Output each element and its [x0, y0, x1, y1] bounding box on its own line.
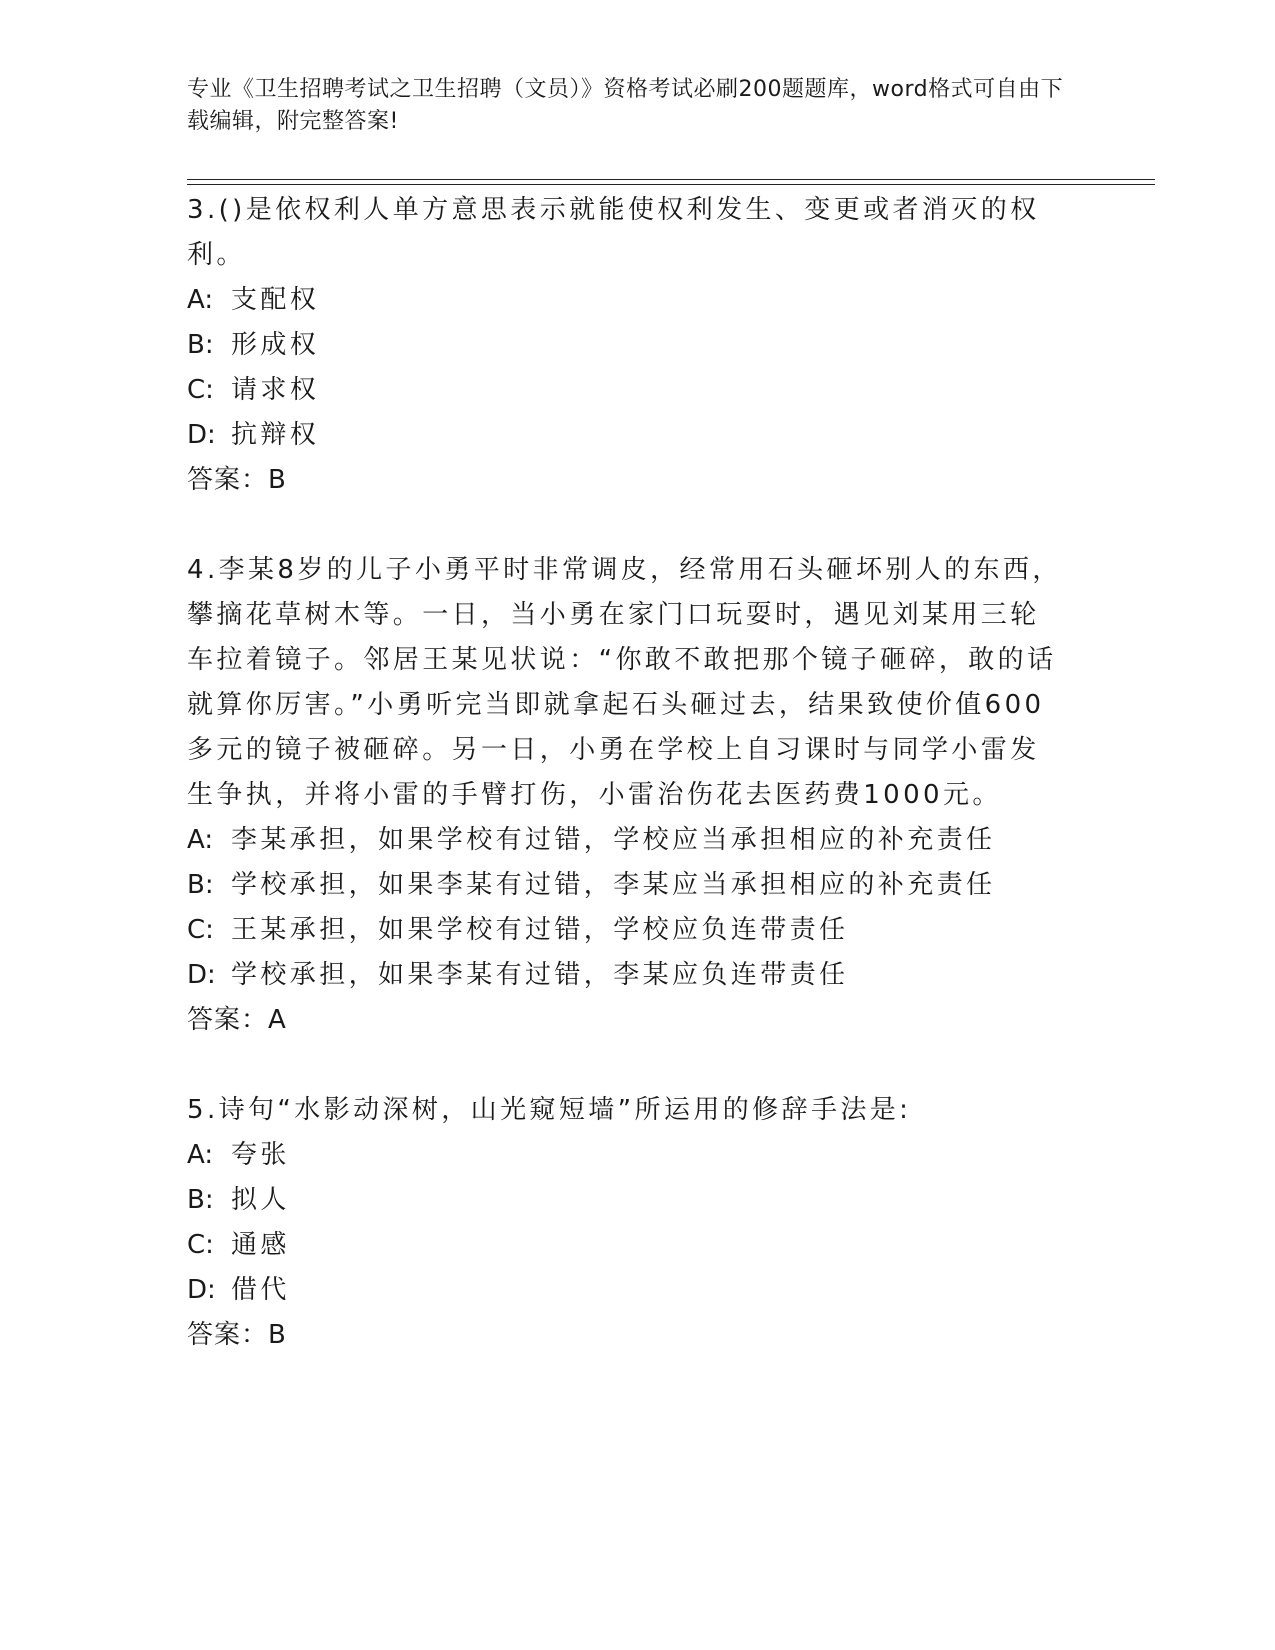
option-text: 形成权: [231, 330, 320, 360]
option-a: [187, 278, 1067, 323]
option-a: [187, 818, 1067, 863]
answer-line: 答案：B: [187, 465, 287, 495]
option-key: B:: [187, 1185, 214, 1215]
option-c: [187, 1223, 1067, 1268]
question-5: [187, 1088, 1067, 1358]
header-rule-top: [187, 179, 1155, 180]
option-c: [187, 908, 1067, 953]
option-key: D:: [187, 960, 216, 990]
option-text: 拟人: [231, 1185, 290, 1215]
option-text: 夸张: [231, 1140, 290, 1170]
option-key: C:: [187, 1230, 214, 1260]
question-spacer: [187, 503, 1067, 548]
question-list: [187, 188, 1067, 1358]
option-key: D:: [187, 420, 216, 450]
option-key: B:: [187, 870, 214, 900]
option-key: B:: [187, 330, 214, 360]
answer-line: 答案：A: [187, 1005, 287, 1035]
document-header: 专业《卫生招聘考试之卫生招聘（文员）》资格考试必刷200题题库，word格式可自由下载编辑，附完整答案!: [187, 77, 1064, 134]
option-d: [187, 1268, 1067, 1313]
option-d: [187, 413, 1067, 458]
option-key: C:: [187, 915, 214, 945]
header-rule-bottom: [187, 184, 1155, 185]
question-4: [187, 548, 1067, 1043]
question-spacer: [187, 1043, 1067, 1088]
option-key: C:: [187, 375, 214, 405]
option-key: A:: [187, 285, 214, 315]
option-text: 王某承担，如果学校有过错，学校应负连带责任: [231, 915, 849, 945]
option-text: 支配权: [231, 285, 320, 315]
option-text: 通感: [231, 1230, 290, 1260]
option-c: [187, 368, 1067, 413]
option-key: A:: [187, 825, 214, 855]
question-stem: 3.()是依权利人单方意思表示就能使权利发生、变更或者消灭的权利。: [187, 195, 1040, 270]
question-3: [187, 188, 1067, 503]
option-text: 学校承担，如果李某有过错，李某应当承担相应的补充责任: [231, 870, 996, 900]
option-key: A:: [187, 1140, 214, 1170]
question-stem: 4.李某8岁的儿子小勇平时非常调皮，经常用石头砸坏别人的东西，攀摘花草树木等。一日，当小勇在家门口玩耍时，遇见刘某用三轮车拉着镜子。邻居王某见状说：“你敢不敢把那个镜子砸碎，敢的话就算你厉害。”小勇听完当即就拿起石头砸过去，结果致使价值600多元的镜子被砸碎。另一日，小勇在学校上自习课时与同学小雷发生争执，并将小雷的手臂打伤，小雷治伤花去医药费1000元。: [187, 555, 1062, 810]
option-b: [187, 863, 1067, 908]
option-text: 李某承担，如果学校有过错，学校应当承担相应的补充责任: [231, 825, 996, 855]
option-text: 学校承担，如果李某有过错，李某应负连带责任: [231, 960, 849, 990]
option-text: 抗辩权: [231, 420, 320, 450]
option-text: 借代: [231, 1275, 290, 1305]
option-a: [187, 1133, 1067, 1178]
answer-line: 答案：B: [187, 1320, 287, 1350]
option-b: [187, 323, 1067, 368]
option-text: 请求权: [231, 375, 320, 405]
option-d: [187, 953, 1067, 998]
question-stem: 5.诗句“水影动深树，山光窥短墙”所运用的修辞手法是:: [187, 1095, 912, 1125]
option-b: [187, 1178, 1067, 1223]
option-key: D:: [187, 1275, 216, 1305]
